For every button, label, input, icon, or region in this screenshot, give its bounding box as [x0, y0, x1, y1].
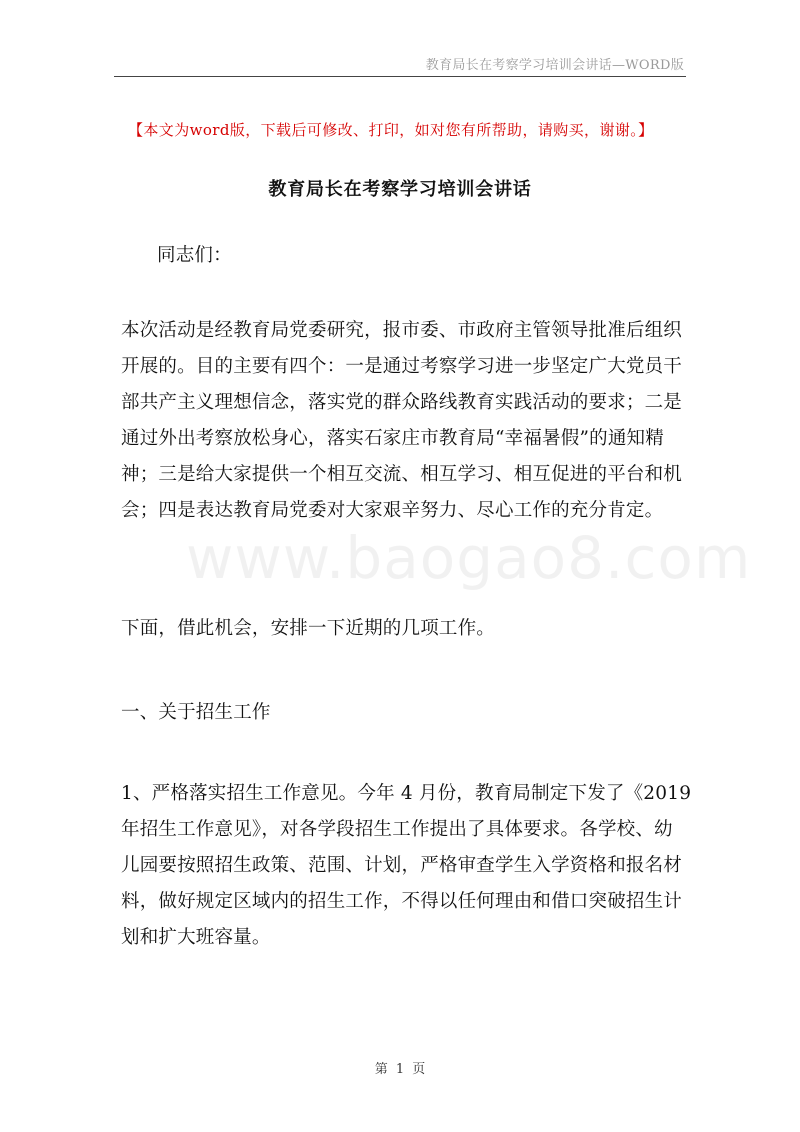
- text-line: 一、关于招生工作: [121, 702, 271, 723]
- purchase-notice: 【本文为word版，下载后可修改、打印，如对您有所帮助，请购买，谢谢。】: [128, 121, 654, 139]
- text-line: 部共产主义理想信念，落实党的群众路线教育实践活动的要求；二是: [121, 392, 683, 413]
- text-line: 本次活动是经教育局党委研究，报市委、市政府主管领导批准后组织: [121, 320, 683, 341]
- page-number: 第 1 页: [374, 1062, 426, 1077]
- paragraph-transition: [121, 611, 691, 647]
- text-line: 通过外出考察放松身心，落实石家庄市教育局“幸福暑假”的通知精: [121, 428, 664, 449]
- text-line: 料，做好规定区域内的招生工作，不得以任何理由和借口突破招生计: [121, 891, 683, 912]
- text-line: 年招生工作意见》，对各学段招生工作提出了具体要求。各学校、幼: [121, 819, 673, 840]
- site-watermark: www.baogao8.com: [186, 524, 752, 592]
- text-line: 1、严格落实招生工作意见。今年 4 月份，教育局制定下发了《2019: [121, 783, 692, 804]
- text-line: 会；四是表达教育局党委对大家艰辛努力、尽心工作的充分肯定。: [121, 500, 664, 521]
- paragraph-enrollment-item-1: [121, 776, 691, 956]
- running-header: 教育局长在考察学习培训会讲话—WORD版: [425, 58, 684, 73]
- document-title: 教育局长在考察学习培训会讲话: [268, 179, 532, 200]
- text-line: 开展的。目的主要有四个：一是通过考察学习进一步坚定广大党员干: [121, 356, 683, 377]
- header-divider: [114, 76, 686, 77]
- text-line: 划和扩大班容量。: [121, 927, 271, 948]
- paragraph-purpose: [121, 313, 691, 529]
- section-heading-enrollment: [121, 695, 691, 731]
- text-line: 儿园要按照招生政策、范围、计划，严格审查学生入学资格和报名材: [121, 855, 683, 876]
- greeting: 同志们：: [157, 245, 232, 266]
- text-line: 神；三是给大家提供一个相互交流、相互学习、相互促进的平台和机: [121, 464, 683, 485]
- text-line: 下面，借此机会，安排一下近期的几项工作。: [121, 618, 496, 639]
